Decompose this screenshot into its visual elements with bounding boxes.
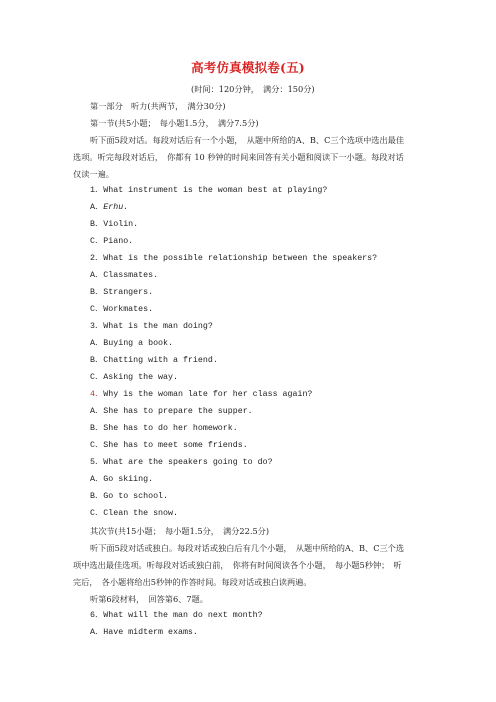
option-prefix: A． <box>90 271 104 280</box>
option-5a <box>90 475 153 485</box>
option-text: Chatting with a friend. <box>103 356 218 365</box>
option-prefix: B． <box>90 492 104 501</box>
option-6a: A．Have midterm exams. <box>90 628 198 637</box>
section2-instruction: 项中选出最佳选项。听每段对话或独白前， 你将有时间阅读各个小题， 每小题5秒钟； 听 <box>73 560 402 570</box>
option-text: Buying a book. <box>103 339 173 348</box>
option-prefix: C． <box>90 441 104 450</box>
section1-instruction: 选项。听完每段对话后， 你都有 10 秒钟的时间来回答有关小题和阅读下一小题。每段对话 <box>73 152 404 162</box>
option-text: Go skiing. <box>103 475 154 484</box>
option-2c <box>90 305 153 315</box>
option-prefix: C． <box>90 373 104 382</box>
option-text: Asking the way. <box>103 373 178 382</box>
option-4c <box>90 441 248 451</box>
option-prefix: C． <box>90 509 104 518</box>
option-prefix: A． <box>90 475 104 484</box>
option-1a <box>90 203 128 213</box>
option-prefix: C． <box>90 237 104 246</box>
option-2b <box>90 288 153 298</box>
option-prefix: C． <box>90 305 104 314</box>
option-text: Workmates. <box>103 305 154 314</box>
part-heading: 第一部分 听力(共两节， 满分30分) <box>90 101 226 111</box>
option-prefix: A． <box>90 407 104 416</box>
option-text: Classmates. <box>103 271 159 280</box>
question-number: 4． <box>90 390 104 399</box>
exam-meta: (时间：120分钟， 满分：150分) <box>191 84 315 94</box>
option-text: Erhu. <box>103 203 129 212</box>
question-6: 6．What will the man do next month? <box>90 611 263 620</box>
option-prefix: B． <box>90 288 104 297</box>
page-title: 高考仿真模拟卷(五) <box>191 60 305 75</box>
option-text: Go to school. <box>103 492 169 501</box>
option-5b <box>90 492 168 502</box>
option-3a <box>90 339 173 349</box>
option-prefix: B． <box>90 424 104 433</box>
question-4 <box>90 390 312 400</box>
option-1b <box>90 220 138 230</box>
option-5c <box>90 509 178 519</box>
section1-instruction: 听下面5段对话。每段对话后有一个小题， 从题中所给的A、B、C三个选项中选出最佳 <box>90 135 405 145</box>
option-text: Strangers. <box>103 288 154 297</box>
question-2: 2．What is the possible relationship between the speakers? <box>90 254 378 263</box>
section2-instruction: 听下面5段对话或独白。每段对话或独白后有几个小题， 从题中所给的A、B、C三个选 <box>90 543 405 553</box>
option-3c <box>90 373 178 383</box>
question-3: 3．What is the man doing? <box>90 322 213 331</box>
option-2a <box>90 271 158 281</box>
option-text: Violin. <box>103 220 139 229</box>
option-text: She has to meet some friends. <box>103 441 248 450</box>
option-text: Piano. <box>103 237 134 246</box>
option-text: She has to prepare the supper. <box>103 407 253 416</box>
question-5: 5．What are the speakers going to do? <box>90 458 273 467</box>
option-4b <box>90 424 238 434</box>
section2-heading: 其次节(共15小题； 每小题1.5分， 满分22.5分) <box>90 526 270 536</box>
question-1: 1．What instrument is the woman best at playing? <box>90 186 328 195</box>
option-text: Clean the snow. <box>103 509 178 518</box>
section2-instruction: 完后， 各小题将给出5秒钟的作答时间。每段对话或独白读两遍。 <box>73 577 312 587</box>
option-prefix: B． <box>90 356 104 365</box>
option-3b <box>90 356 218 366</box>
option-4a <box>90 407 253 417</box>
option-prefix: B． <box>90 220 104 229</box>
option-text: She has to do her homework. <box>103 424 238 433</box>
option-prefix: A． <box>90 339 104 348</box>
section1-heading: 第一节(共5小题； 每小题1.5分， 满分7.5分) <box>90 118 259 128</box>
material-heading: 听第6段材料， 回答第6、7题。 <box>90 594 208 604</box>
option-1c <box>90 237 133 247</box>
section1-instruction: 仅读一遍。 <box>73 169 114 179</box>
question-text: Why is the woman late for her class again? <box>103 390 313 399</box>
option-prefix: A． <box>90 203 104 212</box>
